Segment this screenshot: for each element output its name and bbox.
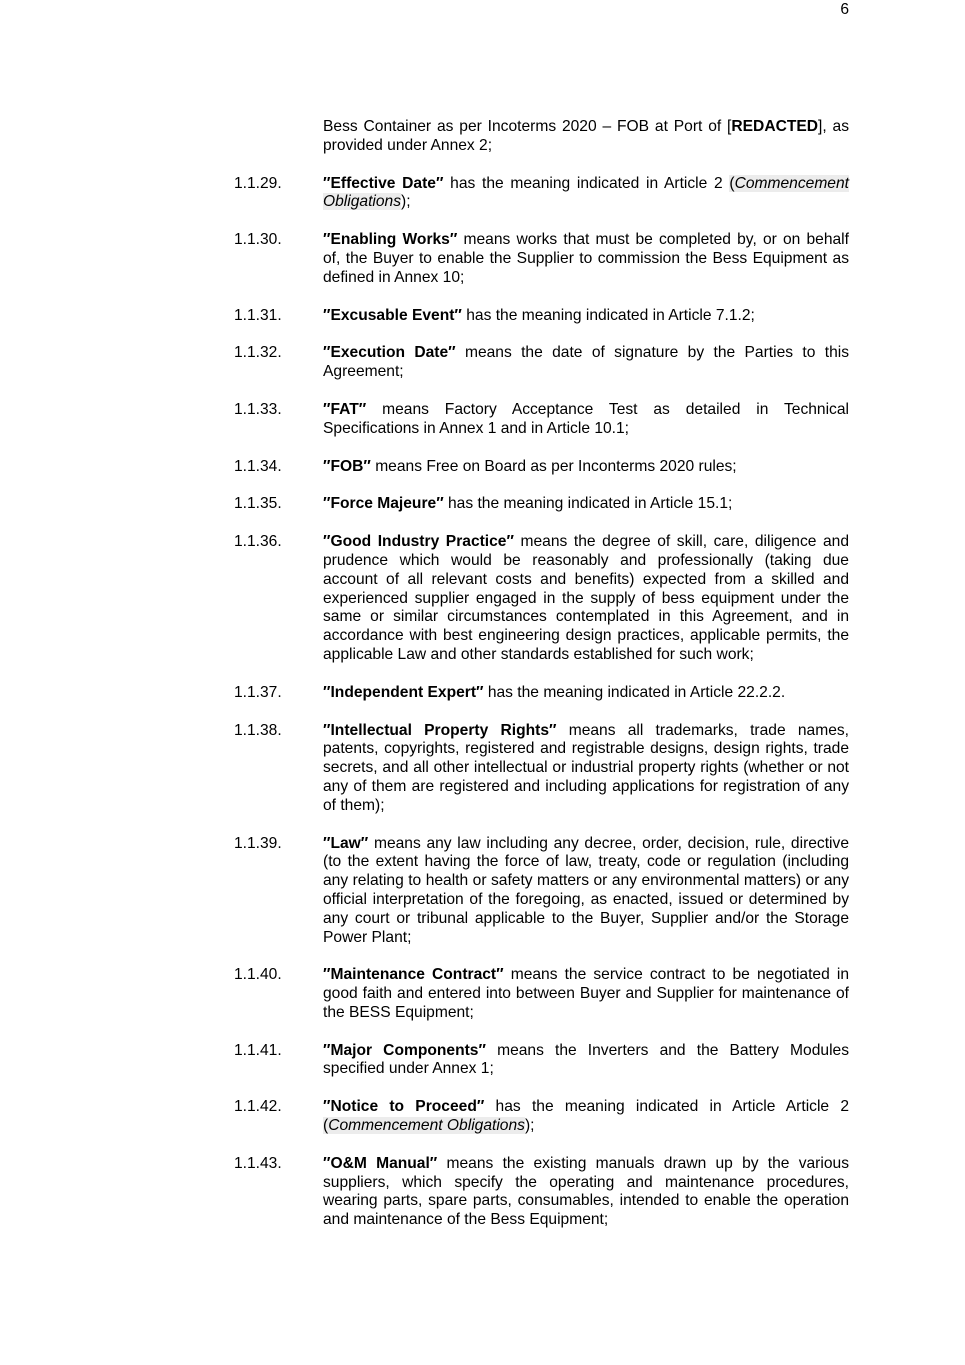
clause-text bbox=[323, 175, 849, 213]
page-number: 6 bbox=[840, 1, 849, 18]
clause-definition: means all trademarks, trade names, patents, copyrights, registered and registrable designs, design rights, trade secrets, and all other intellectual or industrial property rights (whether or not any of them are registered and including applications for registration of any of them); bbox=[323, 721, 849, 814]
definition-clause bbox=[234, 495, 849, 514]
defined-term: ″O&M Manual″ bbox=[323, 1154, 438, 1172]
clause-text bbox=[323, 533, 849, 665]
clause-definition: has the meaning indicated in Article Article 2 bbox=[484, 1098, 849, 1116]
clause-text bbox=[323, 231, 849, 287]
clause-text bbox=[323, 495, 849, 514]
clause-number: 1.1.32. bbox=[234, 344, 282, 362]
clause-definition: means Factory Acceptance Test as detailed in Technical Specifications in Annex 1 and in Article 10.1; bbox=[323, 400, 849, 437]
definition-clause bbox=[234, 722, 849, 816]
clause-text bbox=[323, 1098, 849, 1136]
clause-number: 1.1.37. bbox=[234, 683, 282, 701]
clause-suffix: ); bbox=[401, 193, 411, 211]
defined-term: ″FOB″ bbox=[323, 457, 371, 475]
clause-definition: has the meaning indicated in Article 7.1.2; bbox=[461, 306, 755, 324]
defined-term: ″Good Industry Practice″ bbox=[323, 533, 514, 551]
definition-clause bbox=[234, 1098, 849, 1136]
clause-text bbox=[323, 344, 849, 382]
redacted-text: REDACTED bbox=[731, 118, 819, 135]
definition-clause bbox=[234, 458, 849, 477]
defined-term: ″Major Components″ bbox=[323, 1041, 486, 1059]
definition-clause bbox=[234, 175, 849, 213]
clause-definition: means the service contract to be negotiated in good faith and entered into between Buyer and Supplier for maintenance of the BESS Equipment; bbox=[323, 966, 850, 1021]
continuation-pre: Bess Container as per Incoterms 2020 – FOB at Port of [ bbox=[323, 118, 732, 135]
clause-definition: means the degree of skill, care, diligence and prudence which would be reasonably and professionally (taking due account of all relevant costs and benefits) expected from a skilled and experienced supplier engaged in the supply of bess equipment under the same or similar circumstances contemplated in this Agreement, and in accordance with best engineering design practices, applicable permits, the applicable Law and other standards established for such work; bbox=[323, 533, 849, 663]
definition-clause bbox=[234, 533, 849, 665]
clause-definition: means the date of signature by the Parties to this Agreement; bbox=[323, 344, 849, 381]
clause-text bbox=[323, 458, 849, 477]
definition-clause bbox=[234, 344, 849, 382]
clause-number: 1.1.40. bbox=[234, 966, 282, 984]
defined-term: ″Excusable Event″ bbox=[323, 306, 462, 324]
clause-text bbox=[323, 401, 849, 439]
clause-text bbox=[323, 966, 849, 1022]
defined-term: ″Notice to Proceed″ bbox=[323, 1098, 485, 1116]
defined-term: ″Maintenance Contract″ bbox=[323, 966, 504, 984]
clause-definition: has the meaning indicated in Article 2 bbox=[443, 174, 730, 192]
clause-definition: means Free on Board as per Inconterms 2020 rules; bbox=[370, 457, 737, 475]
defined-term: ″Execution Date″ bbox=[323, 344, 456, 362]
clause-number: 1.1.39. bbox=[234, 834, 282, 852]
definition-clause bbox=[234, 684, 849, 703]
clause-text bbox=[323, 1155, 849, 1230]
definition-clause bbox=[234, 835, 849, 948]
definition-clause bbox=[234, 231, 849, 287]
cross-reference-text: (Commencement Obligations bbox=[323, 1117, 525, 1135]
clause-definition: means any law including any decree, order, decision, rule, directive (to the extent having the force of law, treaty, code or regulation (including any relating to health or safety matters or any environmental matters) or any official interpretation of the foregoing, as enacted, issued or determined by any court or tribunal applicable to the Buyer, Supplier and/or the Storage Power Plant; bbox=[323, 834, 849, 946]
clause-definition: means works that must be completed by, or on behalf of, the Buyer to enable the Supplier to commission the Bess Equipment as defined in Annex 10; bbox=[323, 231, 849, 286]
clause-number: 1.1.36. bbox=[234, 533, 282, 551]
clause-definition: means the Inverters and the Battery Modules specified under Annex 1; bbox=[323, 1041, 849, 1078]
cross-reference bbox=[323, 1117, 525, 1134]
document-body bbox=[234, 118, 849, 1249]
continuation-post: ], as provided under Annex 2; bbox=[323, 118, 850, 154]
defined-term: ″Law″ bbox=[323, 834, 369, 852]
clause-number: 1.1.33. bbox=[234, 400, 282, 418]
defined-term: ″Effective Date″ bbox=[323, 174, 444, 192]
definition-clause bbox=[234, 307, 849, 326]
defined-term: ″Force Majeure″ bbox=[323, 495, 444, 513]
clause-number: 1.1.31. bbox=[234, 306, 282, 324]
clause-number: 1.1.30. bbox=[234, 231, 282, 249]
clause-number: 1.1.34. bbox=[234, 457, 282, 475]
clause-text bbox=[323, 722, 849, 816]
clause-text bbox=[323, 835, 849, 948]
clause-list bbox=[234, 175, 849, 1230]
clause-text bbox=[323, 684, 849, 703]
definition-clause bbox=[234, 966, 849, 1022]
clause-text bbox=[323, 1042, 849, 1080]
defined-term: ″Intellectual Property Rights″ bbox=[323, 721, 557, 739]
clause-text bbox=[323, 307, 849, 326]
clause-definition: has the meaning indicated in Article 15.1; bbox=[443, 495, 733, 513]
definition-clause bbox=[234, 1042, 849, 1080]
clause-number: 1.1.29. bbox=[234, 174, 282, 192]
clause-definition: has the meaning indicated in Article 22.2.2. bbox=[483, 683, 786, 701]
cross-reference-text: (Commencement Obligations bbox=[323, 174, 849, 211]
clause-number: 1.1.41. bbox=[234, 1041, 282, 1059]
clause-definition: means the existing manuals drawn up by the various suppliers, which specify the operating and maintenance procedures, wearing parts, spare parts, consumables, intended to enable the operation and maintenance of the Bess Equipment; bbox=[323, 1154, 849, 1229]
clause-number: 1.1.43. bbox=[234, 1154, 282, 1172]
defined-term: ″Independent Expert″ bbox=[323, 683, 484, 701]
clause-suffix: ); bbox=[524, 1117, 535, 1135]
definition-clause bbox=[234, 401, 849, 439]
definition-clause bbox=[234, 1155, 849, 1230]
clause-number: 1.1.38. bbox=[234, 721, 282, 739]
clause-number: 1.1.42. bbox=[234, 1098, 282, 1116]
defined-term: ″Enabling Works″ bbox=[323, 231, 458, 249]
continuation-paragraph bbox=[323, 118, 849, 156]
clause-number: 1.1.35. bbox=[234, 495, 282, 513]
defined-term: ″FAT″ bbox=[323, 400, 367, 418]
